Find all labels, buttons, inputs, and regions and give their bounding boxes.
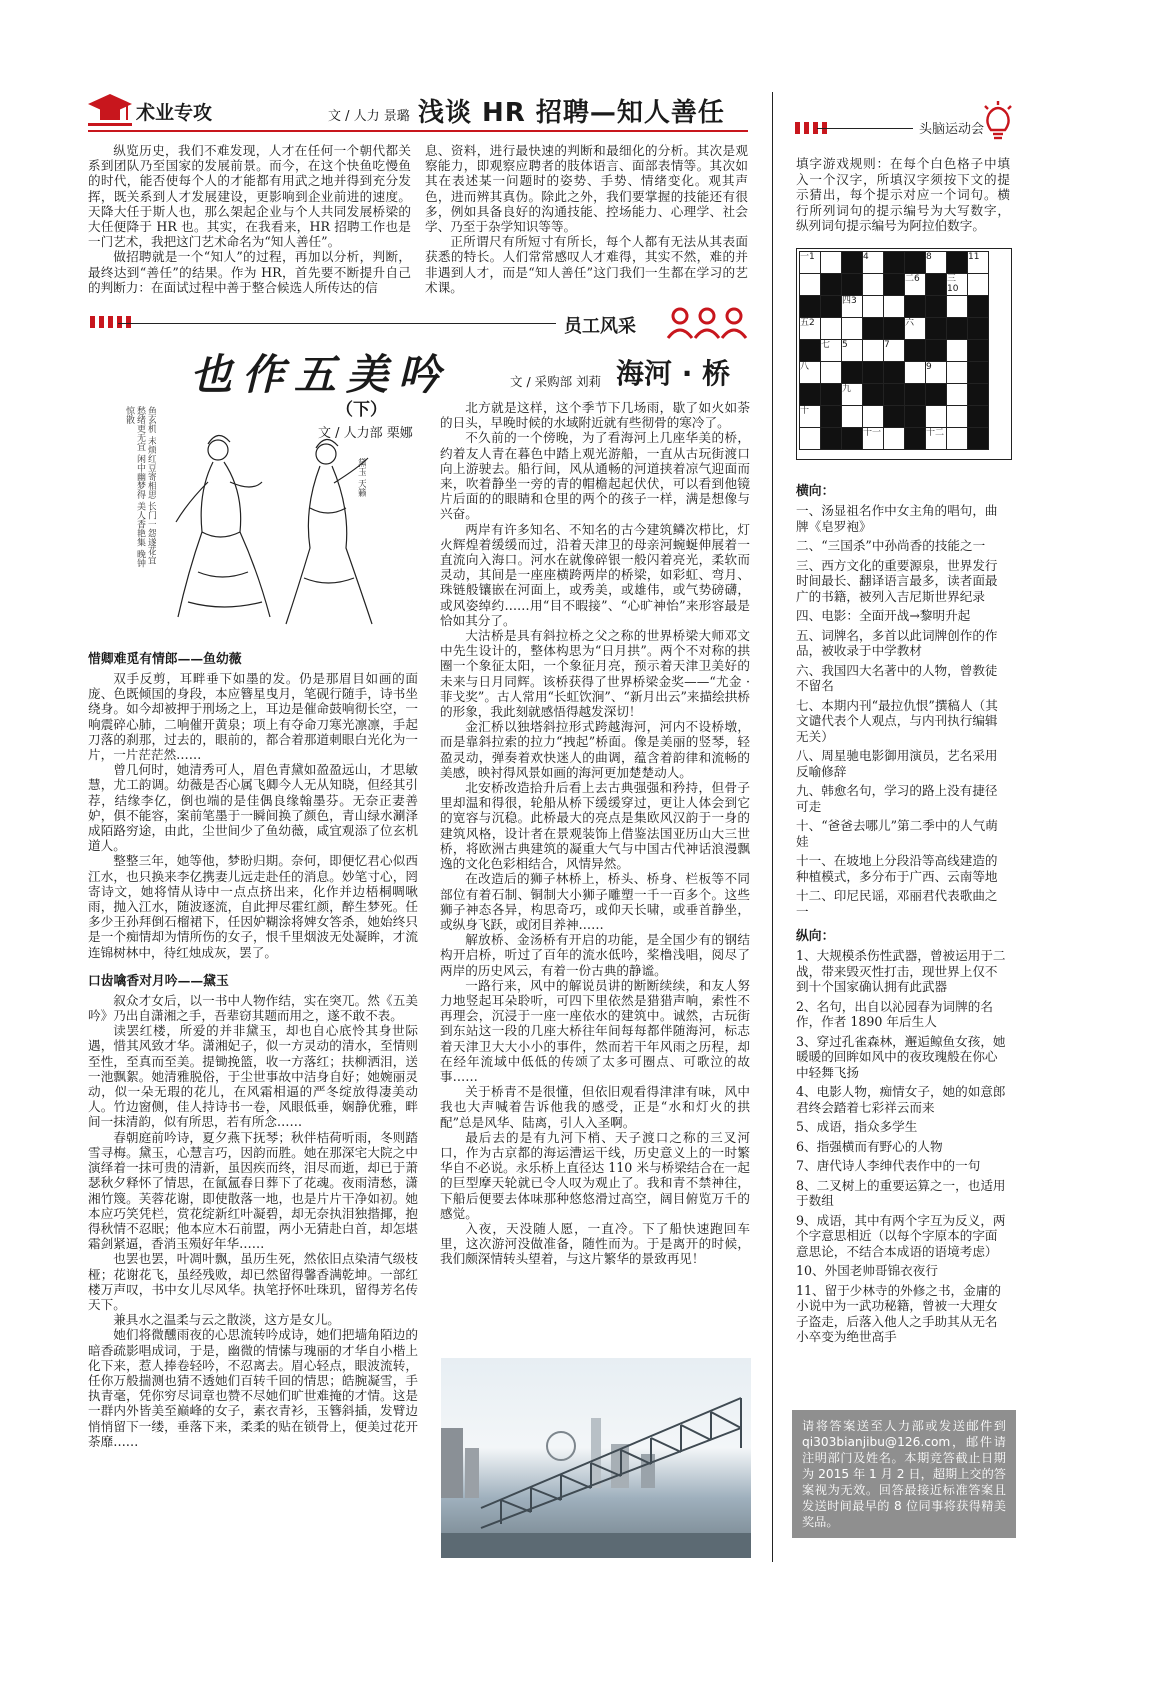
- puzzle-clues: [796, 480, 1010, 1349]
- crossword-cell[interactable]: [800, 428, 821, 450]
- crossword-black-cell: [884, 384, 905, 406]
- paragraph: 读罢红楼，所爱的并非黛玉，却也自心底怜其身世际遇，惜其风致才华。潇湘妃子，似一方灵动的清水，至情则至性，至真而至美。提锄挽篮，收一方落红；扶柳洒泪，送一池飘絮。她清雅脱俗，于尘世事故中洁身自好；她婉丽灵动，似一朵无瑕的花儿，在风霜相逼的严冬绽放得凄美动人。竹边窗侧，佳人持诗书一卷，风眼低垂，娴静优雅，畔间一抹清韵，似有所思，若有所念……: [88, 1023, 418, 1130]
- inscription-left: 鱼玄机 未烦红豆寄相思 长门一怨遂花宜 愁绪更无宜 闲中幽梦得 美人香艳集 晚钟惊散: [124, 406, 156, 568]
- paragraph: 正所谓尺有所短寸有所长，每个人都有无法从其表面获悉的特长。人们常常感叹人才难得，其实不然，难的并非遇到人才，而是“知人善任”这门我们一生都在学习的艺术课。: [425, 234, 748, 295]
- crossword-row: [800, 296, 989, 318]
- crossword-black-cell: [842, 252, 863, 274]
- crossword-black-cell: [905, 384, 926, 406]
- clue-item: 五、词牌名，多首以此词牌创作的作品，被收录于中学教材: [796, 627, 998, 658]
- paragraph: 兼具水之温柔与云之散淡，这方是女儿。: [113, 1312, 340, 1328]
- paragraph: 金汇桥以独塔斜拉形式跨越海河，河内不设桥墩，而是靠斜拉索的拉力“拽起”桥面。像是美丽的竖琴，轻盈灵动，弹奏着欢快迷人的曲调，蕴含着韵律和流畅的美感，映衬得风景如画的海河更加楚楚动人。: [440, 719, 750, 780]
- paragraph: 一路行来，风中的解说员讲的断断续续，和友人努力地竖起耳朵聆听，可四下里依然是猎猎声响，索性不再理会，沉浸于一座一座依水的建筑中。诚然，古玩街到东站这一段的几座大桥往年间每每都伴随海河，标志着天津卫大大小小的事件，然而若干年风雨之历程，却在经年流域中低低的传颂了太多可圈点、可歌泣的故事……: [440, 977, 750, 1084]
- crossword-row: [800, 384, 989, 406]
- crossword-cell[interactable]: 9: [926, 362, 947, 384]
- crossword-cell[interactable]: 四3: [842, 296, 863, 318]
- paragraph: 入夜，天没随人愿，一直冷。下了船快速跑回车里，这次游河没做准备，随性而为。于是离开的时候，我们颇深情转头望着，与这片繁华的景致再见！: [440, 1220, 750, 1267]
- crossword-cell[interactable]: 五2: [800, 318, 821, 340]
- crossword-cell[interactable]: [863, 340, 884, 362]
- crossword-row: [800, 252, 989, 274]
- crossword-black-cell: [926, 296, 947, 318]
- lady-drawing-2: [268, 428, 388, 628]
- section-label: 术业专攻: [136, 102, 213, 124]
- section-label: 员工风采: [564, 316, 636, 337]
- crossword-cell[interactable]: [821, 318, 842, 340]
- crossword-row: [800, 318, 989, 340]
- puzzle-rules: 填字游戏规则：在每个白色格子中填入一个汉字，所填汉字须按下文的提示猜出，每个提示对应一个词句。横行所列词句的提示编号为大写数字，纵列词句提示编号为阿拉伯数字。: [796, 156, 1010, 233]
- crossword-black-cell: [905, 406, 926, 428]
- clue-item: 七、本期内刊“最拉仇恨”撰稿人（其文谴代表个人观点，与内刊执行编辑无关）: [796, 697, 998, 744]
- staff-rule: [118, 323, 556, 324]
- crossword-black-cell: [884, 274, 905, 296]
- clue-item: 5、成语，指众多学生: [796, 1119, 918, 1134]
- clue-item: 八、周星驰电影御用演员，艺名采用反喻修辞: [796, 748, 998, 779]
- crossword-cell[interactable]: 七: [821, 340, 842, 362]
- paragraph: 北安桥改造拾升后看上去古典强强和矜持，但骨子里却温和得很，轮船从桥下缓缓穿过，更让人体会到它的宽容与沉稳。此桥最大的亮点是集欧风汉韵于一身的建筑风格，设计者在景观装饰上借鉴法国亚历山大三世桥，将欧洲古典建筑的凝重大气与中国古代神话浪漫飘逸的文化色彩相结合，风情异然。: [440, 780, 750, 872]
- article-title: 浅谈 HR 招聘—知人善任: [418, 98, 725, 128]
- clue-item: 二、“三国杀”中孙尚香的技能之一: [796, 538, 986, 553]
- crossword-black-cell: [821, 296, 842, 318]
- lightbulb-icon: [981, 100, 1015, 142]
- crossword-black-cell: [905, 296, 926, 318]
- clue-item: 四、电影：全面开战→黎明升起: [796, 608, 971, 623]
- paragraph: 关于桥青不是很懂，但依旧观看得津津有味，风中我也大声喊着告诉他我的感受，正是“水和灯火的拱配”总是风华、陆离，引人入圣啊。: [440, 1084, 750, 1130]
- crossword-black-cell: [968, 296, 989, 318]
- crossword-cell[interactable]: 十一: [863, 428, 884, 450]
- crossword-cell[interactable]: 8: [926, 252, 947, 274]
- paragraph: 曾几何时，她清秀可人，眉色青黛如盈盈远山，才思敏慧，尤工韵调。幼薇是否心属飞卿今人无从知晓，但经其引荐，结缘李亿，倒也端的是佳偶良缘翰墨芬。无奈正妻善妒，俱不能容，案前笔墨于一瞬间换了颜色，青山绿水涮泽成陌路穷途，由此，尘世间少了鱼幼薇，咸宜观添了位玄机道人。: [88, 762, 418, 854]
- byline: 文 / 人力部 栗娜: [318, 426, 413, 441]
- section-label: 头脑运动会: [919, 122, 985, 137]
- crossword-black-cell: [947, 252, 968, 274]
- crossword-cell[interactable]: [863, 274, 884, 296]
- clue-item: 六、我国四大名著中的人物，曾教徒不留名: [796, 662, 998, 693]
- ladies-illustration: [88, 400, 418, 630]
- crossword-black-cell: [968, 340, 989, 362]
- crossword-black-cell: [821, 274, 842, 296]
- crossword-black-cell: [905, 428, 926, 450]
- crossword-cell[interactable]: 4: [863, 252, 884, 274]
- crossword-black-cell: [926, 318, 947, 340]
- crossword-cell[interactable]: 九: [842, 384, 863, 406]
- puzzle-header: [795, 100, 1015, 142]
- crossword-black-cell: [884, 318, 905, 340]
- crossword-cell[interactable]: 一1: [800, 252, 821, 274]
- clue-item: 十一、在坡地上分段沿等高线建造的种植模式，多分布于广西、云南等地: [796, 853, 998, 884]
- crossword-cell[interactable]: [842, 406, 863, 428]
- across-list: [796, 503, 1010, 919]
- clue-item: 十二、印尼民谣，邓丽君代表歌曲之一: [796, 888, 998, 919]
- crossword-black-cell: [884, 252, 905, 274]
- hr-body-col2: [425, 143, 748, 295]
- hr-header-rule: [88, 130, 748, 132]
- bridge-photo: [441, 1358, 751, 1558]
- crossword-black-cell: [863, 362, 884, 384]
- crossword-cell[interactable]: [947, 340, 968, 362]
- crossword-cell[interactable]: 5: [842, 340, 863, 362]
- clue-item: 9、成语，其中有两个字互为反义，两个字意思相近（以每个字原本的字面意思论，不结合本成语的语境考虑）: [796, 1212, 1006, 1259]
- paragraph: 纵览历史，我们不难发现，人才在任何一个朝代都关系到团队乃至国家的发展前景。而今，在这个快鱼吃慢鱼的时代，能否使每个人的才能都有用武之地并得到充分发挥，既关系到人才发展建设，更影响到企业前进的速度。天降大任于斯人也，那么架起企业与个人共同发展桥梁的大任便降于 HR 也。其实，在我看来，HR 招聘工作也是一门艺术，我把这门艺术命名为“知人善任”。: [88, 143, 411, 250]
- paragraph: 北方就是这样，这个季节下几场雨，歇了如火如荼的日头，早晚时候的水域附近就有些彻骨的寒冷了。: [440, 400, 750, 431]
- crossword-cell[interactable]: [905, 362, 926, 384]
- crossword-black-cell: [968, 384, 989, 406]
- subheading: 惜卿难觅有情郎——鱼幼薇: [88, 652, 242, 667]
- article-title: 海河 · 桥: [616, 357, 731, 390]
- bridge-body: [440, 400, 750, 1267]
- paragraph: 春朝庭前吟诗，夏夕燕下抚琴；秋伴桔荷听雨，冬则踏雪寻梅。黛玉，心慧言巧，因韵而胜。她在那深宅大院之中演绎着一抹可贵的清新，虽因疾而终，泪尽而逝，却已于萧瑟秋夕释怀了情思，在氤氲春日葬下了花魂。夜雨清愁，潇湘竹篾。芙蓉花谢，即使散落一地，也是片片干净如初。她本应巧笑凭栏，赏花绽新红叶凝碧，却无奈执泪独揩揶，抱得秋情不忍眠；他本应木石前盟，两小无猜赴白首，却怎堪霜剑紧逼，香消玉殒好年华……: [88, 1129, 418, 1252]
- crossword-black-cell: [905, 340, 926, 362]
- crossword-black-cell: [863, 318, 884, 340]
- crossword-black-cell: [863, 384, 884, 406]
- crossword-cell[interactable]: [821, 252, 842, 274]
- crossword-cell[interactable]: 二6: [905, 274, 926, 296]
- across-heading: 横向：: [796, 484, 835, 499]
- crossword-cell[interactable]: 八: [800, 362, 821, 384]
- clue-item: 九、韩愈名句，学习的路上没有捷径可走: [796, 783, 998, 814]
- decor-dots-left: [90, 316, 131, 328]
- crossword-cell[interactable]: 三10: [947, 274, 968, 296]
- graduation-cap-icon: [88, 90, 132, 130]
- paragraph: 整整三年，她等他，梦盼归期。奈何，即便忆君心似西江水，也只换来李亿携妻儿远走赴任的消息。妙笔寸心，罔寄诗文，她将情从诗中一点点挤出来，化作并边梧桐啁啾雨，抛入江水，随波逐流，自此押尽霍红颜，醉生梦死。任多少王孙拜倒石榴裙下，任因妒糊涂将婢女答杀，她始终只是一个痴情却为情所伤的女子，恨千里烟波无处凝眸，才流连锦树林中，待红烛成灰，罢了。: [88, 853, 418, 960]
- section-header-hr: [88, 90, 756, 130]
- paragraph: 息、资料，进行最快速的判断和最细化的分析。其次是观察能力，即观察应聘者的肢体语言、面部表情等。其次如其在表述某一问题时的姿势、手势、情绪变化。观其声色，进而辨其真伪。除此之外，我们要掌握的技能还有很多，例如具备良好的沟通技能、控场能力、心理学、社会学、乃至于杂学知识等等。: [425, 143, 748, 235]
- crossword-black-cell: [800, 296, 821, 318]
- crossword-black-cell: [968, 428, 989, 450]
- crossword-cell[interactable]: 11: [968, 252, 989, 274]
- column-divider: [772, 92, 773, 1562]
- crossword-cell[interactable]: 十二: [926, 428, 947, 450]
- crossword-black-cell: [800, 340, 821, 362]
- crossword-black-cell: [842, 362, 863, 384]
- crossword-black-cell: [821, 384, 842, 406]
- crossword-cell[interactable]: [863, 406, 884, 428]
- paragraph: 大沽桥是具有斜拉桥之父之称的世界桥梁大师邓文中先生设计的，整体构思为“日月拱”。两个不对称的拱圈一个象征太阳，一个象征月亮，预示着天津卫美好的未来与日月同辉。该桥获得了世界桥梁金奖——“尤金 · 菲戈奖”。古人常用“长虹饮涧”、“新月出云”来描绘拱桥的形象，我此刻就感悟得越发深切！: [440, 628, 750, 720]
- crossword-cell[interactable]: [884, 296, 905, 318]
- crossword-cell[interactable]: [926, 406, 947, 428]
- clue-item: 三、西方文化的重要源泉，世界发行时间最长、翻译语言最多，读者面最广的书籍，被列入吉尼斯世界纪录: [796, 557, 998, 604]
- clue-item: 1、大规模杀伤性武器，曾被运用于二战，带来毁灭性打击，现世界上仅不到十个国家确认拥有此武器: [796, 948, 1006, 994]
- paragraph: 叙众才女后，以一书中人物作结，实在突兀。然《五美吟》乃出自潇湘之手，吾辈窃其题而用之，遂不敢不表。: [88, 992, 418, 1024]
- clue-item: 11、留于少林寺的外修之书，金庸的小说中为一武功秘籍，曾被一大理女子盗走，后落入他人之手助其从无名小卒变为绝世高手: [796, 1282, 1001, 1344]
- crossword-row: [800, 406, 989, 428]
- paragraph: 最后去的是有九河下梢、天子渡口之称的三叉河口，作为古京都的海运漕运干线，历史意义上的一时繁华自不必说。永乐桥上直径达 110 米与桥梁结合在一起的巨型摩天轮就已令人叹为观止了。我和青不禁神往，下船后便要去体味那种悠悠滑过高空，阔目俯览万千的感觉。: [440, 1129, 750, 1221]
- crossword-cell[interactable]: [800, 274, 821, 296]
- clue-item: 4、电影人物，痴情女子，她的如意郎君终会踏着七彩祥云而来: [796, 1084, 1006, 1115]
- down-heading: 纵向：: [796, 929, 835, 944]
- byline: 文 / 人力 景璐: [328, 109, 410, 124]
- crossword-black-cell: [968, 362, 989, 384]
- crossword-black-cell: [842, 274, 863, 296]
- crossword-black-cell: [926, 384, 947, 406]
- people-icon: [666, 306, 748, 340]
- crossword-black-cell: [821, 428, 842, 450]
- hr-body-col1: [88, 143, 411, 295]
- crossword-row: [800, 428, 989, 450]
- clue-item: 3、穿过孔雀森林，邂逅鲸鱼女孩，她暖暖的回眸如风中的夜玫瑰般在你心中轻舞飞扬: [796, 1033, 1006, 1080]
- crossword-black-cell: [968, 406, 989, 428]
- crossword-black-cell: [905, 252, 926, 274]
- crossword-row: [800, 340, 989, 362]
- inscription-right: 黛玉 天籁: [356, 458, 366, 497]
- crossword-black-cell: [842, 428, 863, 450]
- crossword-cell[interactable]: 六: [905, 318, 926, 340]
- crossword-grid: [796, 248, 1012, 460]
- crossword-cell[interactable]: [863, 296, 884, 318]
- paragraph: 两岸有许多知名、不知名的古今建筑鳞次栉比，灯火辉煌着缓缓而过，沿着天津卫的母亲河蜿蜒伸展着一直流向入海口。河水在就像碎银一般闪着亮光，柔软而灵动，其间是一座座横跨两岸的桥梁，如彩虹、弯月、珠链般镶嵌在河面上，或秀美，或雄伟，或气势磅礴，或风姿绰约……用“目不暇接”、“心旷神怡”来形容最是恰如其分了。: [440, 521, 750, 628]
- paragraph: 不久前的一个傍晚，为了看海河上几座华美的桥，约着友人青在暮色中踏上观光游船，一直从古玩街渡口向上游驶去。船行间，风从通畅的河道挟着凉气迎面而来，吹着静坐一旁的青的帽檐起起伏伏，可以看到他镜片后面的的眼睛和仓里的两个的孩子一样，满是想像与兴奋。: [440, 430, 750, 522]
- crossword-cell[interactable]: [821, 362, 842, 384]
- poem-part-2: [88, 993, 418, 1449]
- crossword-cell[interactable]: [947, 296, 968, 318]
- crossword-cell[interactable]: [947, 428, 968, 450]
- paragraph: 做招聘就是一个“知人”的过程，再加以分析，判断，最终达到“善任”的结果。作为 HR，首先要不断提升自己的判断力：在面试过程中善于整合候选人所传达的信: [88, 249, 411, 295]
- crossword-row: [800, 362, 989, 384]
- crossword-black-cell: [926, 340, 947, 362]
- answer-notice: 请将答案送至人力部或发送邮件到qi303bianjibu@126.com，邮件请注明部门及姓名。本期竞答截止日期为 2015 年 1 月 2 日，超期上交的答案视为无效。回答最接近标准答案且发送时间最早的 8 位同事将获得精美奖品。: [792, 1410, 1016, 1538]
- paragraph: 在改造后的狮子林桥上，桥头、桥身、栏板等不同部位有着石制、铜制大小狮子雕塑一千一百多个。这些狮子神态各异，构思奇巧，或仰天长啸，或垂首静坐，或纵身飞跃，或闭目养神……: [440, 871, 750, 932]
- crossword-black-cell: [947, 318, 968, 340]
- paragraph: 也罢也罢，叶凋叶飘，虽历生死，然依旧点染清气级枝桠；花谢花飞，虽经残败，却已然留得馨香满乾坤。一部红楼万声叹，书中女儿尽风华。执笔抒怀吐珠玑，留得芳名传天下。: [88, 1251, 418, 1312]
- clue-item: 一、汤显祖名作中女主角的唱句，曲牌《皂罗袍》: [796, 503, 998, 534]
- clue-item: 8、二叉树上的重要运算之一，也适用于数组: [796, 1177, 1006, 1208]
- crossword-table: [799, 251, 989, 450]
- poem-part-1: [88, 671, 418, 960]
- crossword-black-cell: [821, 406, 842, 428]
- paragraph: 她们将微醺雨夜的心思流转吟成诗，她们把墙角陌边的暗香疏影唱成词，于是，幽微的情愫与瑰丽的才华自小楷上化下来，惹人捧卷轻吟，不忍离去。眉心轻点，眼波流转，任你万般揣测也猜不透她们百转千回的情思；皓腕凝雪，手执青毫，凭你穷尽词章也赞不尽她们旷世难掩的才情。这是一群内外皆美至巅峰的女子，素衣青衫，玉簪斜插，发臂边悄悄留下一缕，垂落下来，柔柔的贴在锁骨上，便美过花开荼靡……: [88, 1327, 418, 1449]
- poem-body: [88, 642, 418, 1449]
- crossword-black-cell: [800, 384, 821, 406]
- crossword-black-cell: [926, 274, 947, 296]
- crossword-black-cell: [968, 318, 989, 340]
- subheading: 口齿噙香对月吟——黛玉: [88, 973, 229, 989]
- byline: 文 / 采购部 刘莉: [510, 374, 602, 389]
- poem-title: 也作五美吟: [190, 350, 451, 399]
- crossword-cell[interactable]: 7: [884, 340, 905, 362]
- section-header-staff: [556, 306, 756, 340]
- clue-item: 6、指强横而有野心的人物: [796, 1138, 943, 1154]
- crossword-cell[interactable]: [947, 384, 968, 406]
- crossword-black-cell: [884, 406, 905, 428]
- clue-item: 十、“爸爸去哪儿”第二季中的人气萌娃: [796, 818, 998, 849]
- bridge-photo-drawing: [441, 1358, 751, 1558]
- clue-item: 7、唐代诗人李绅代表作中的一句: [796, 1158, 981, 1173]
- crossword-cell[interactable]: [884, 428, 905, 450]
- crossword-cell[interactable]: [842, 318, 863, 340]
- poem-part: （下）: [336, 400, 387, 420]
- crossword-cell[interactable]: [947, 406, 968, 428]
- crossword-row: [800, 274, 989, 296]
- bridge-header: [430, 352, 756, 396]
- crossword-cell[interactable]: [968, 274, 989, 296]
- clue-item: 10、外国老帅哥锦衣夜行: [796, 1263, 938, 1278]
- clue-item: 2、名句，出自以沁园春为词牌的名作，作者 1890 年后生人: [796, 998, 993, 1029]
- crossword-cell[interactable]: [947, 362, 968, 384]
- paragraph: 解放桥、金汤桥有开启的功能，是全国少有的钢结构开启桥，听过了百年的流水低吟，桨橹浅唱，阅尽了两岸的历史风云，有着一份古典的静谧。: [440, 932, 750, 978]
- puzzle-rule: [817, 128, 913, 129]
- down-list: [796, 948, 1010, 1345]
- crossword-black-cell: [884, 362, 905, 384]
- crossword-cell[interactable]: 十: [800, 406, 821, 428]
- paragraph: 双手反剪，耳畔垂下如墨的发。仍是那眉目如画的面庞、色既倾国的身段，本应簪星曳月，笔砚行随手，诗书坐绕身。如今却被押于刑场之上，耳边是催命鼓响彻长空，一响震碎心肺，二响催开黄泉；项上有夺命刀寒光凛凛，手起刀落的刹那，过去的，眼前的，都合着那道刺眼白光化为一片，一片茫茫然……: [88, 671, 418, 763]
